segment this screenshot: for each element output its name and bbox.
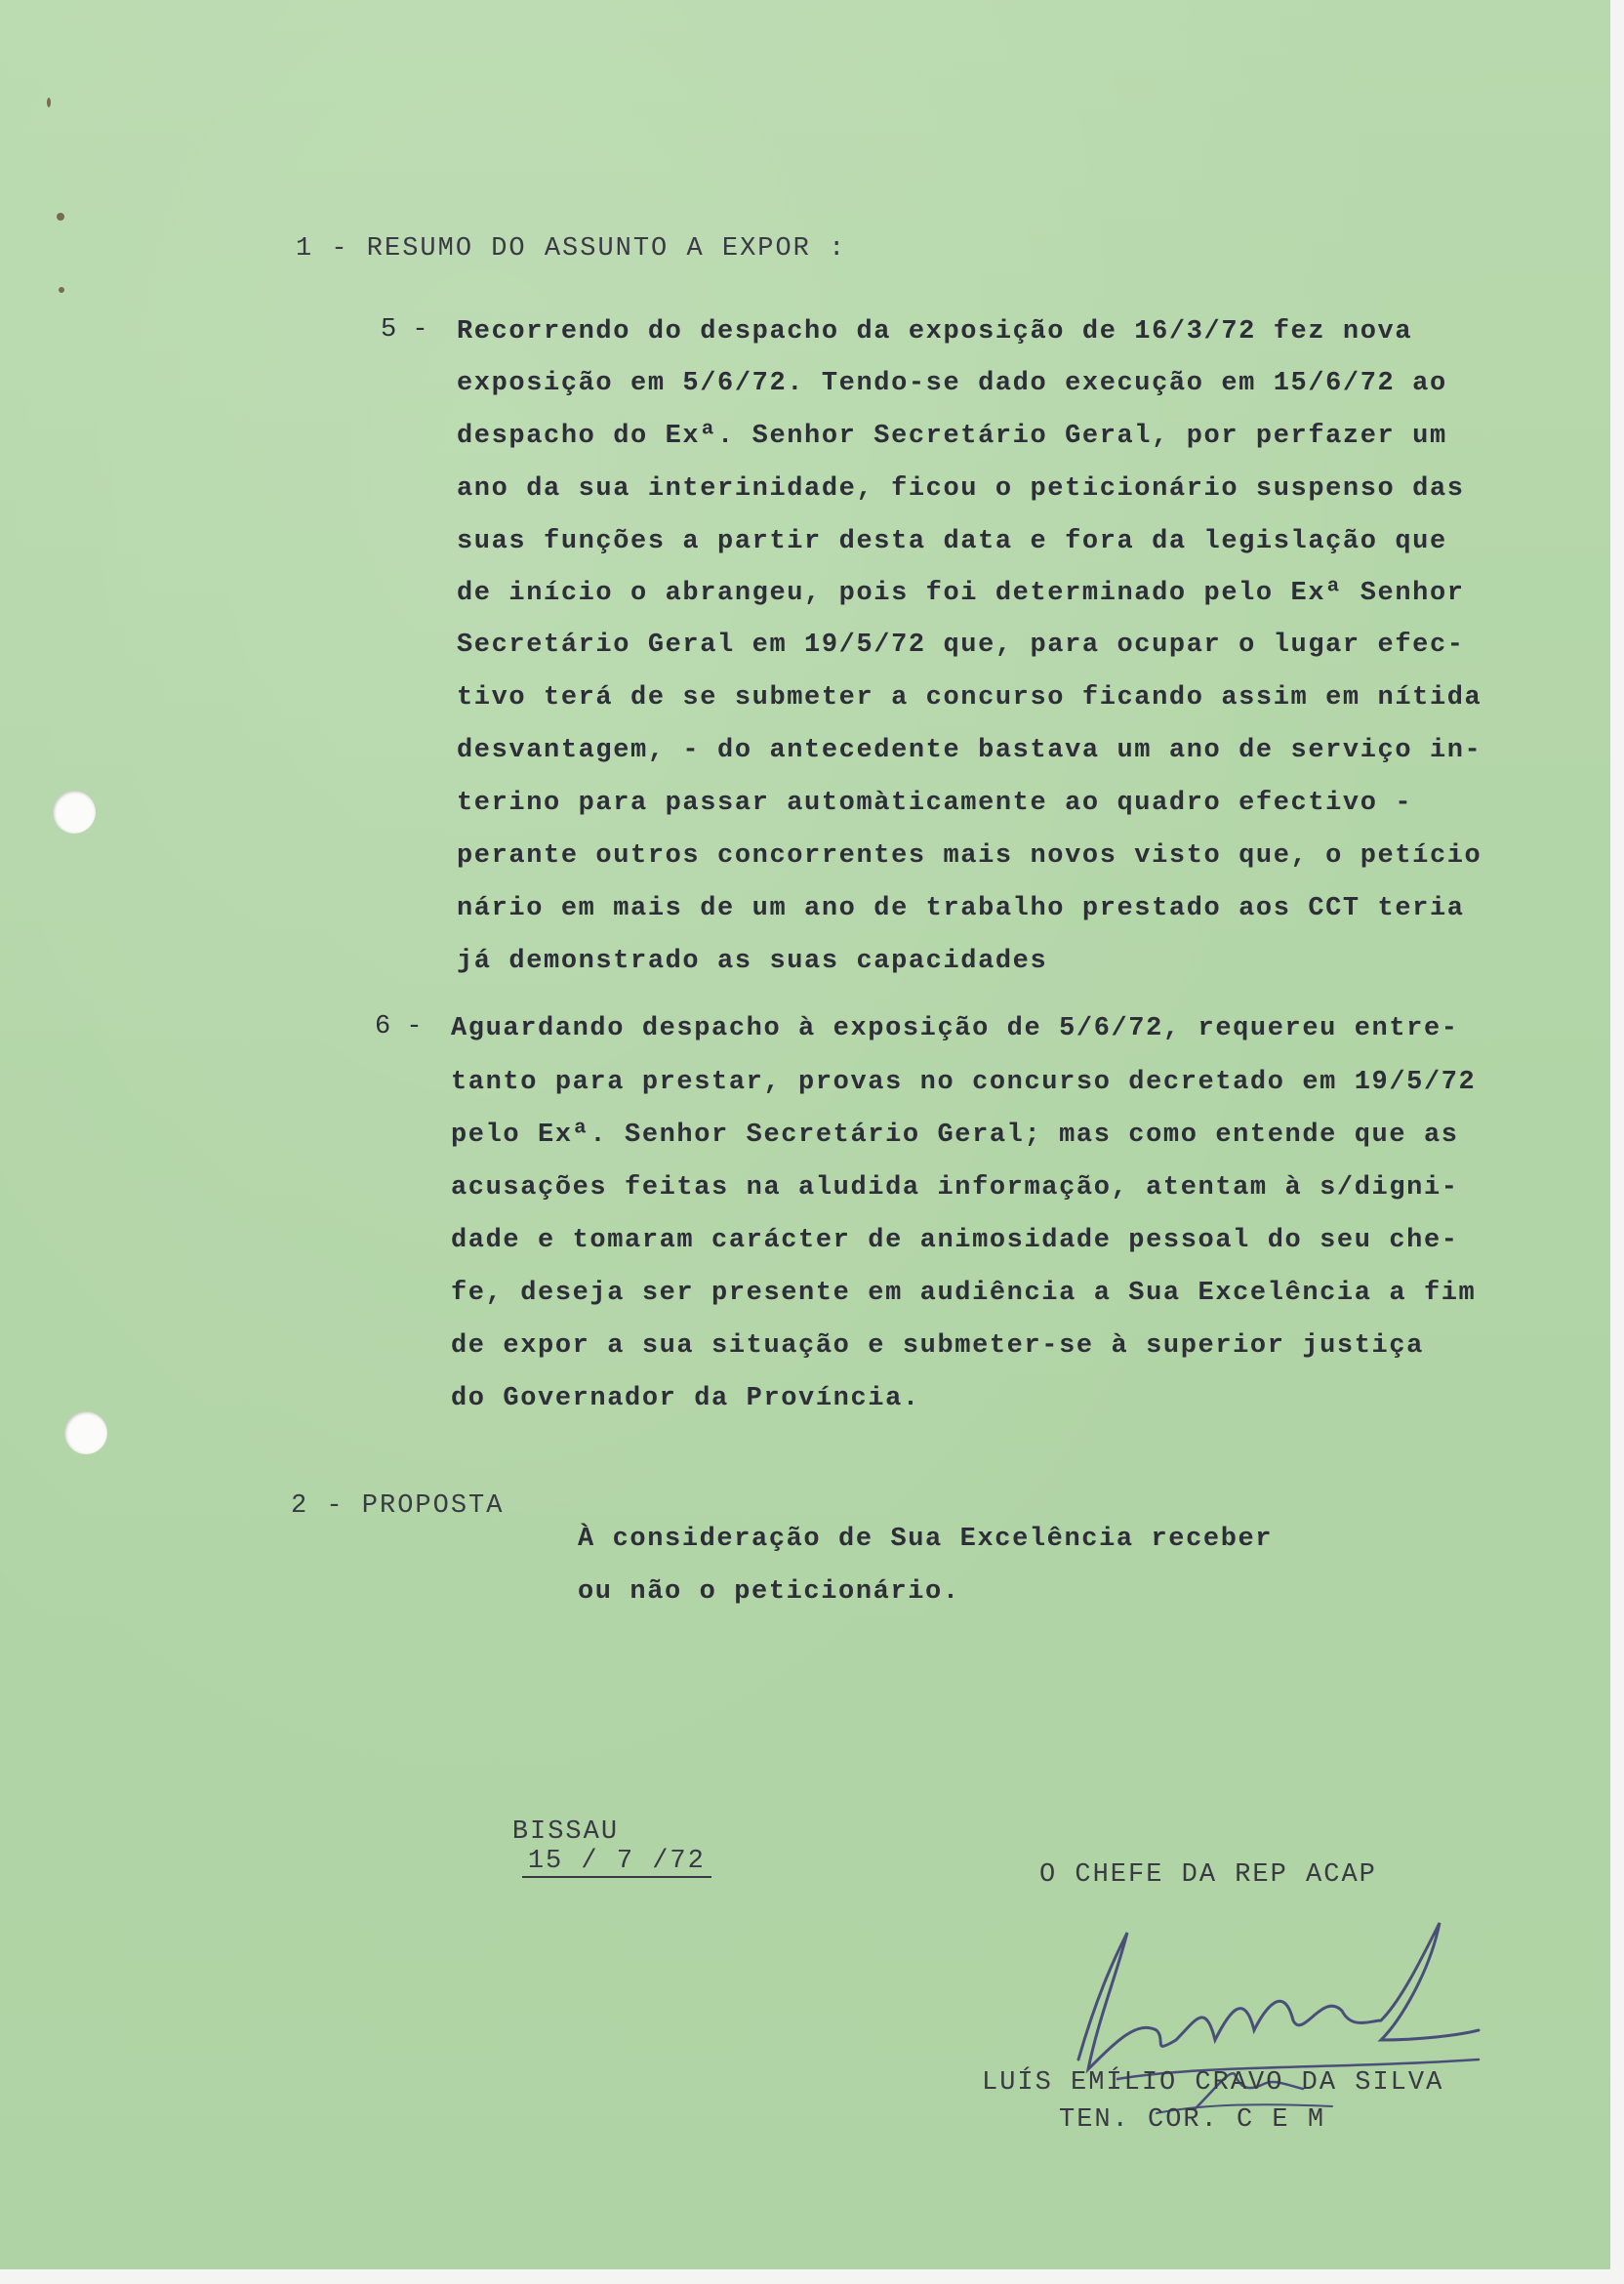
paragraph-line: acusações feitas na aludida informação, atentam à s/digni-	[451, 1173, 1459, 1203]
punch-hole-bottom	[64, 1411, 107, 1454]
paper-speck	[57, 213, 64, 221]
date-value: 15 / 7 /72	[522, 1847, 711, 1878]
signatory-name: LUÍS EMÍLIO CRAVO DA SILVA	[982, 2068, 1444, 2098]
proposal-line: À consideração de Sua Excelência receber	[578, 1525, 1274, 1554]
paragraph-line: despacho do Exª. Senhor Secretário Geral, por perfazer um	[457, 422, 1447, 451]
date-place: BISSAU	[511, 1817, 620, 1847]
signatory-rank: TEN. COR. C E M	[1059, 2105, 1326, 2135]
section-1-heading: 1 - RESUMO DO ASSUNTO A EXPOR :	[296, 234, 847, 264]
paragraph-line: já demonstrado as suas capacidades	[457, 947, 1048, 976]
paragraph-line: dade e tomaram carácter de animosidade pessoal do seu che-	[451, 1226, 1459, 1255]
proposal-line: ou não o peticionário.	[578, 1577, 960, 1607]
paragraph-line: terino para passar automàticamente ao quadro efectivo -	[457, 789, 1413, 818]
paragraph-line: de expor a sua situação e submeter-se à superior justiça	[451, 1331, 1424, 1361]
item-6-number: 6 -	[375, 1012, 423, 1041]
signatory-title: O CHEFE DA REP ACAP	[1039, 1860, 1377, 1890]
paragraph-line: exposição em 5/6/72. Tendo-se dado execução em 15/6/72 ao	[457, 369, 1447, 398]
paper-speck	[59, 287, 64, 293]
paragraph-line: de início o abrangeu, pois foi determinado pelo Exª Senhor	[457, 579, 1465, 608]
paragraph-line: suas funções a partir desta data e fora da legislação que	[457, 527, 1447, 556]
paper-speck	[47, 98, 51, 107]
paragraph-line: fe, deseja ser presente em audiência a Sua Excelência a fim	[451, 1279, 1477, 1308]
section-2-heading: 2 - PROPOSTA	[291, 1491, 505, 1521]
paragraph-line: tivo terá de se submeter a concurso ficando assim em nítida	[457, 683, 1482, 713]
paragraph-line: ano da sua interinidade, ficou o peticionário suspenso das	[457, 474, 1465, 504]
paragraph-line: pelo Exª. Senhor Secretário Geral; mas como entende que as	[451, 1121, 1459, 1150]
paragraph-line: perante outros concorrentes mais novos visto que, o petício	[457, 841, 1482, 871]
paragraph-line: desvantagem, - do antecedente bastava um ano de serviço in-	[457, 736, 1482, 765]
paragraph-line: Aguardando despacho à exposição de 5/6/72, requereu entre-	[451, 1014, 1459, 1043]
paragraph-line: Secretário Geral em 19/5/72 que, para ocupar o lugar efec-	[457, 631, 1465, 660]
item-5-number: 5 -	[381, 315, 428, 345]
punch-hole-top	[53, 791, 96, 834]
paragraph-line: nário em mais de um ano de trabalho prestado aos CCT teria	[457, 894, 1465, 923]
paragraph-line: do Governador da Província.	[451, 1384, 920, 1413]
date-line	[441, 1788, 711, 1907]
paragraph-line: tanto para prestar, provas no concurso decretado em 19/5/72	[451, 1068, 1477, 1097]
paragraph-line: Recorrendo do despacho da exposição de 16/3/72 fez nova	[457, 317, 1413, 347]
